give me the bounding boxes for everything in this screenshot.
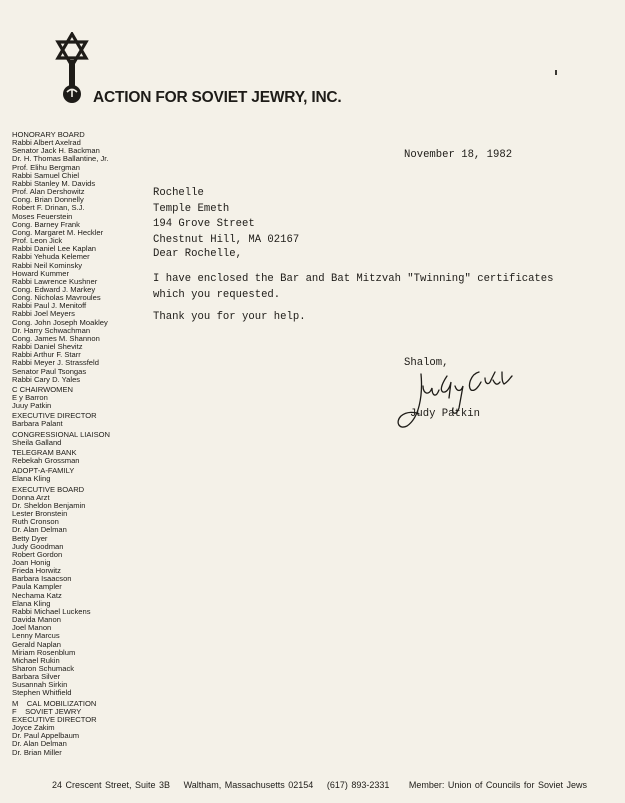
- body-line: which you requested.: [153, 288, 281, 301]
- section-title: EXECUTIVE BOARD: [12, 484, 85, 494]
- letter-body: [153, 272, 554, 303]
- list-item: E y Barron: [12, 393, 48, 402]
- list-item: Lenny Marcus: [12, 631, 60, 641]
- list-item: Michael Rukin: [12, 655, 60, 665]
- congressional-liaison-section: [12, 431, 152, 447]
- recipient-address: [153, 186, 299, 248]
- footer-address: 24 Crescent Street, Suite 3B: [52, 780, 171, 790]
- list-item: Dr. Paul Appelbaum: [12, 731, 80, 741]
- list-item: Sharon Schumack: [12, 664, 75, 673]
- handwritten-signature: [393, 366, 523, 432]
- organization-name: ACTION FOR SOVIET JEWRY, INC.: [93, 89, 342, 106]
- list-item: Rabbi Meyer J. Strassfeld: [12, 358, 99, 368]
- list-item: Cong. Brian Donnelly: [12, 195, 84, 205]
- list-item: Elana Kling: [12, 474, 51, 484]
- list-item: Dr. Brian Miller: [12, 747, 62, 757]
- list-item: Rabbi Lawrence Kushner: [12, 276, 98, 286]
- letter-date: November 18, 1982: [404, 149, 513, 161]
- section-title: ADOPT-A-FAMILY: [12, 466, 75, 476]
- section-title: CONGRESSIONAL LIAISON: [12, 429, 111, 439]
- honorary-board-section: [12, 131, 152, 384]
- list-item: Davida Manon: [12, 615, 61, 625]
- footer-phone: (617) 893-2331: [326, 780, 390, 790]
- thanks-line: Thank you for your help.: [153, 311, 306, 323]
- list-item: Rabbi Stanley M. Davids: [12, 178, 96, 188]
- list-item: Rabbi Albert Axelrad: [12, 138, 81, 148]
- section-title: M CAL MOBILIZATION: [12, 698, 97, 708]
- section-title: F SOVIET JEWRY: [12, 706, 82, 716]
- address-line: Rochelle: [153, 187, 204, 199]
- address-line: Chestnut Hill, MA 02167: [153, 233, 300, 246]
- list-item: Rabbi Samuel Chiel: [12, 170, 80, 180]
- medical-mobilization-section: [12, 700, 152, 757]
- list-item: Rabbi Daniel Shevitz: [12, 342, 83, 352]
- list-item: Cong. Edward J. Markey: [12, 284, 96, 294]
- salutation: Dear Rochelle,: [153, 248, 243, 260]
- list-item: Dr. Alan Delman: [12, 525, 67, 535]
- list-item: Elana Kling: [12, 598, 51, 608]
- list-item: Rabbi Joel Meyers: [12, 309, 75, 319]
- cochair-section: [12, 386, 152, 410]
- list-item: Barbara Isaacson: [12, 574, 72, 584]
- list-item: Moses Feuerstein: [12, 211, 73, 221]
- list-item: Juuy Patkin: [12, 401, 52, 411]
- list-item: Stephen Whitfield: [12, 688, 72, 698]
- closing: Shalom,: [404, 357, 449, 369]
- list-item: Robert Gordon: [12, 549, 63, 559]
- list-item: Gerald Naplan: [12, 639, 61, 649]
- list-item: Rabbi Paul J. Menitoff: [12, 301, 87, 311]
- address-line: 194 Grove Street: [153, 218, 255, 231]
- board-sidebar: [12, 131, 152, 757]
- list-item: Cong. James M. Shannon: [12, 333, 100, 343]
- footer-membership: Member: Union of Councils for Soviet Jews: [408, 780, 587, 790]
- list-item: Prof. Alan Dershowitz: [12, 187, 85, 197]
- list-item: Dr. H. Thomas Ballantine, Jr.: [12, 154, 109, 164]
- list-item: Dr. Harry Schwachman: [12, 325, 91, 335]
- list-item: Rabbi Daniel Lee Kaplan: [12, 244, 97, 254]
- list-item: Rabbi Yehuda Kelemer: [12, 252, 90, 262]
- list-item: Betty Dyer: [12, 533, 48, 543]
- footer-city: Waltham, Massachusetts 02154: [183, 780, 314, 790]
- address-line: Temple Emeth: [153, 202, 230, 215]
- margin-mark: [555, 70, 557, 75]
- list-item: Rabbi Neil Kominsky: [12, 260, 83, 270]
- list-item: Cong. John Joseph Moakley: [12, 317, 108, 327]
- list-item: Nechama Katz: [12, 590, 62, 600]
- list-item: Joel Manon: [12, 623, 52, 633]
- list-item: Senator Paul Tsongas: [12, 366, 87, 376]
- list-item: Prof. Leon Jick: [12, 236, 63, 246]
- list-item: Rabbi Michael Luckens: [12, 606, 91, 616]
- executive-director-section: [12, 412, 152, 428]
- section-title: EXECUTIVE DIRECTOR: [12, 714, 97, 724]
- list-item: Senator Jack H. Backman: [12, 146, 100, 156]
- list-item: Barbara Palant: [12, 419, 63, 429]
- list-item: Judy Goodman: [12, 541, 64, 551]
- telegram-bank-section: [12, 449, 152, 465]
- list-item: Susannah Sirkin: [12, 680, 68, 690]
- adopt-a-family-section: [12, 467, 152, 483]
- list-item: Frieda Horwitz: [12, 566, 61, 576]
- footer: [52, 780, 612, 790]
- section-title: HONORARY BOARD: [12, 130, 85, 139]
- list-item: Sheila Galland: [12, 437, 62, 447]
- list-item: Dr. Alan Delman: [12, 739, 67, 749]
- list-item: Ruth Cronson: [12, 517, 59, 527]
- section-title: TELEGRAM BANK: [12, 447, 77, 457]
- executive-board-section: [12, 486, 152, 698]
- list-item: Robert F. Drinan, S.J.: [12, 203, 85, 213]
- list-item: Prof. Elihu Bergman: [12, 162, 80, 172]
- logo-icon: [50, 32, 94, 106]
- signer-name: Judy Patkin: [410, 408, 480, 420]
- list-item: Rabbi Arthur F. Starr: [12, 350, 81, 360]
- list-item: Cong. Margaret M. Heckler: [12, 227, 104, 237]
- list-item: Paula Kampler: [12, 582, 62, 592]
- list-item: Rebekah Grossman: [12, 456, 80, 466]
- list-item: Donna Arzt: [12, 492, 50, 502]
- list-item: Dr. Sheldon Benjamin: [12, 500, 86, 510]
- list-item: Joan Honig: [12, 557, 51, 567]
- section-title: EXECUTIVE DIRECTOR: [12, 411, 97, 421]
- list-item: Rabbi Cary D. Yales: [12, 374, 81, 384]
- body-line: I have enclosed the Bar and Bat Mitzvah "Twinning" certificates: [153, 273, 554, 285]
- list-item: Cong. Barney Frank: [12, 219, 80, 229]
- list-item: Barbara Silver: [12, 672, 61, 682]
- list-item: Miriam Rosenblum: [12, 647, 76, 657]
- list-item: Lester Bronstein: [12, 509, 68, 519]
- list-item: Cong. Nicholas Mavroules: [12, 293, 101, 303]
- list-item: Joyce Zakim: [12, 723, 55, 733]
- section-title: C CHAIRWOMEN: [12, 384, 74, 394]
- list-item: Howard Kummer: [12, 268, 69, 278]
